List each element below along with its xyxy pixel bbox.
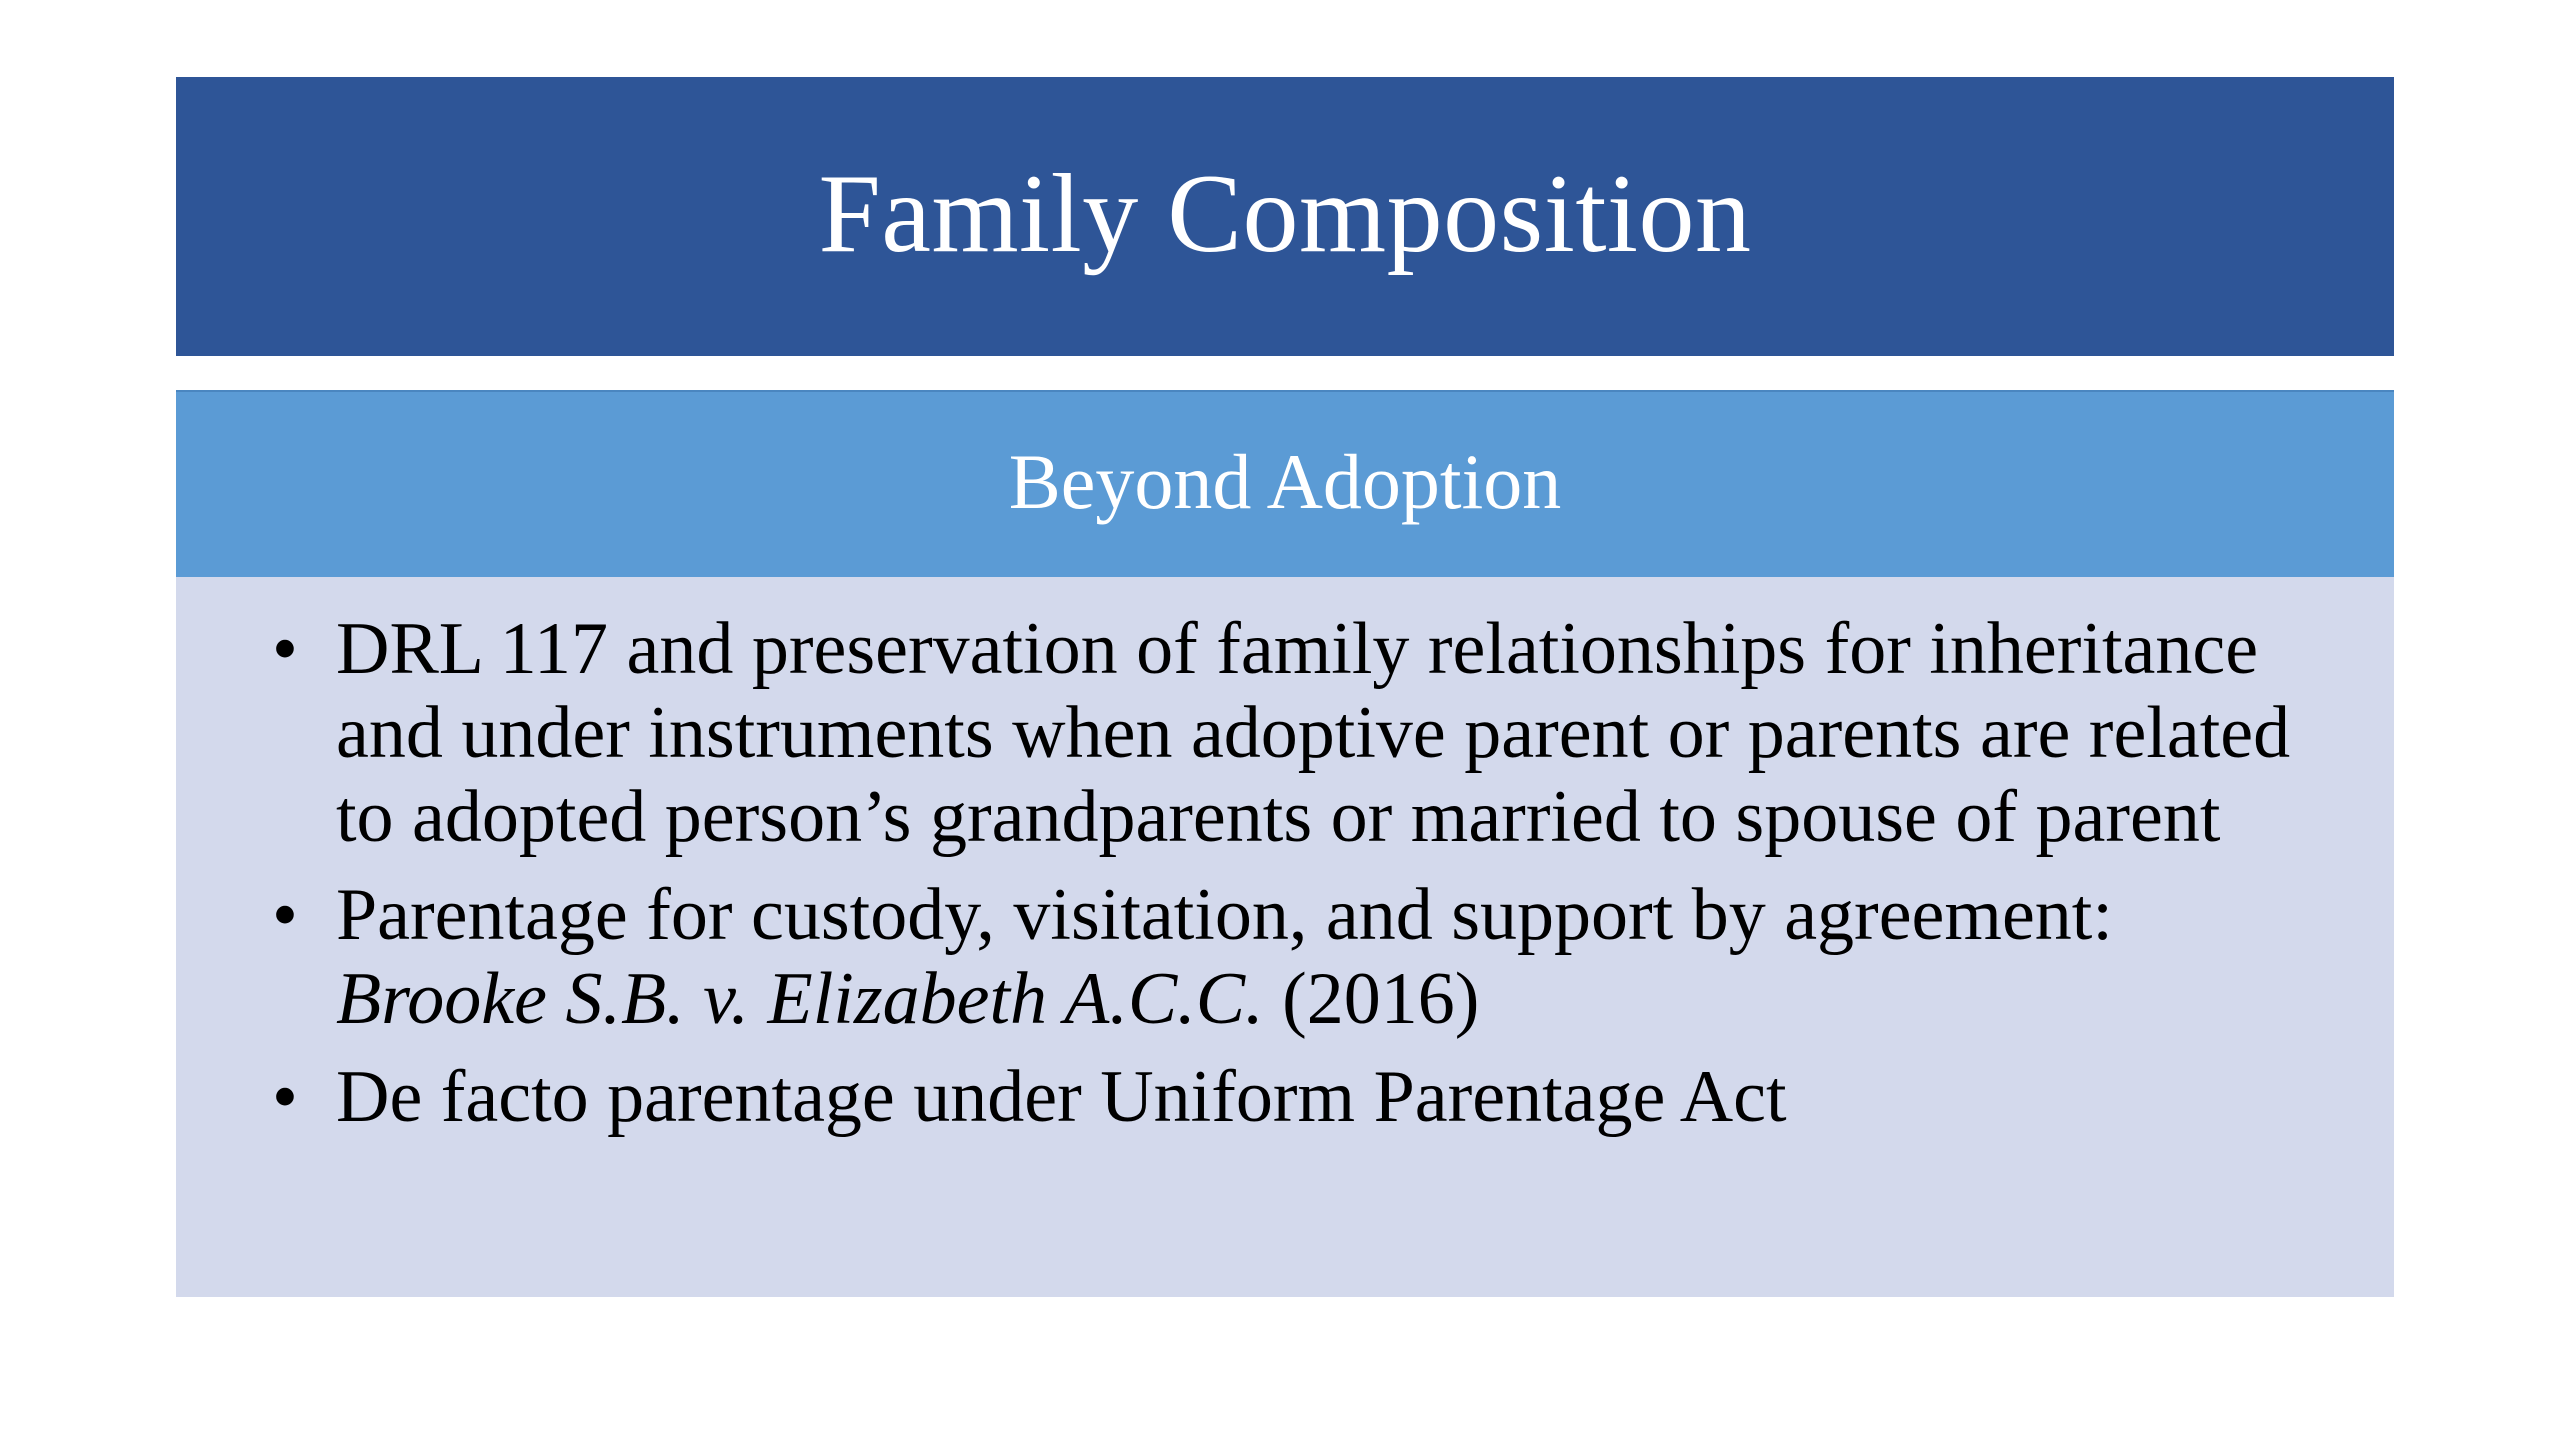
slide-title: Family Composition: [818, 151, 1752, 276]
bullet-text: DRL 117 and preservation of family relationships for inheritance and under instruments when adoptive parent or parents are related to adopted person’s grandparents or married to spouse of parent: [336, 608, 2291, 858]
case-citation-name: Brooke S.B. v. Elizabeth A.C.C.: [336, 958, 1264, 1040]
case-citation-year: (2016): [1282, 958, 1480, 1040]
bullet-item-de-facto-parentage: [272, 1055, 2334, 1139]
bullet-text: Parentage for custody, visitation, and support by agreement:: [336, 874, 2113, 956]
bullet-icon: •: [272, 1056, 298, 1138]
bullet-list: [272, 607, 2334, 1139]
bullet-item-parentage-agreement: [272, 873, 2334, 1041]
slide-title-bar: [176, 77, 2394, 356]
slide-content-box: [176, 577, 2394, 1297]
slide-subtitle: Beyond Adoption: [1008, 437, 1562, 525]
bullet-text: De facto parentage under Uniform Parentage Act: [336, 1056, 1787, 1138]
slide-subtitle-bar: [176, 390, 2394, 577]
bullet-item-drl-117: [272, 607, 2334, 859]
bullet-icon: •: [272, 874, 298, 956]
bullet-icon: •: [272, 608, 298, 690]
